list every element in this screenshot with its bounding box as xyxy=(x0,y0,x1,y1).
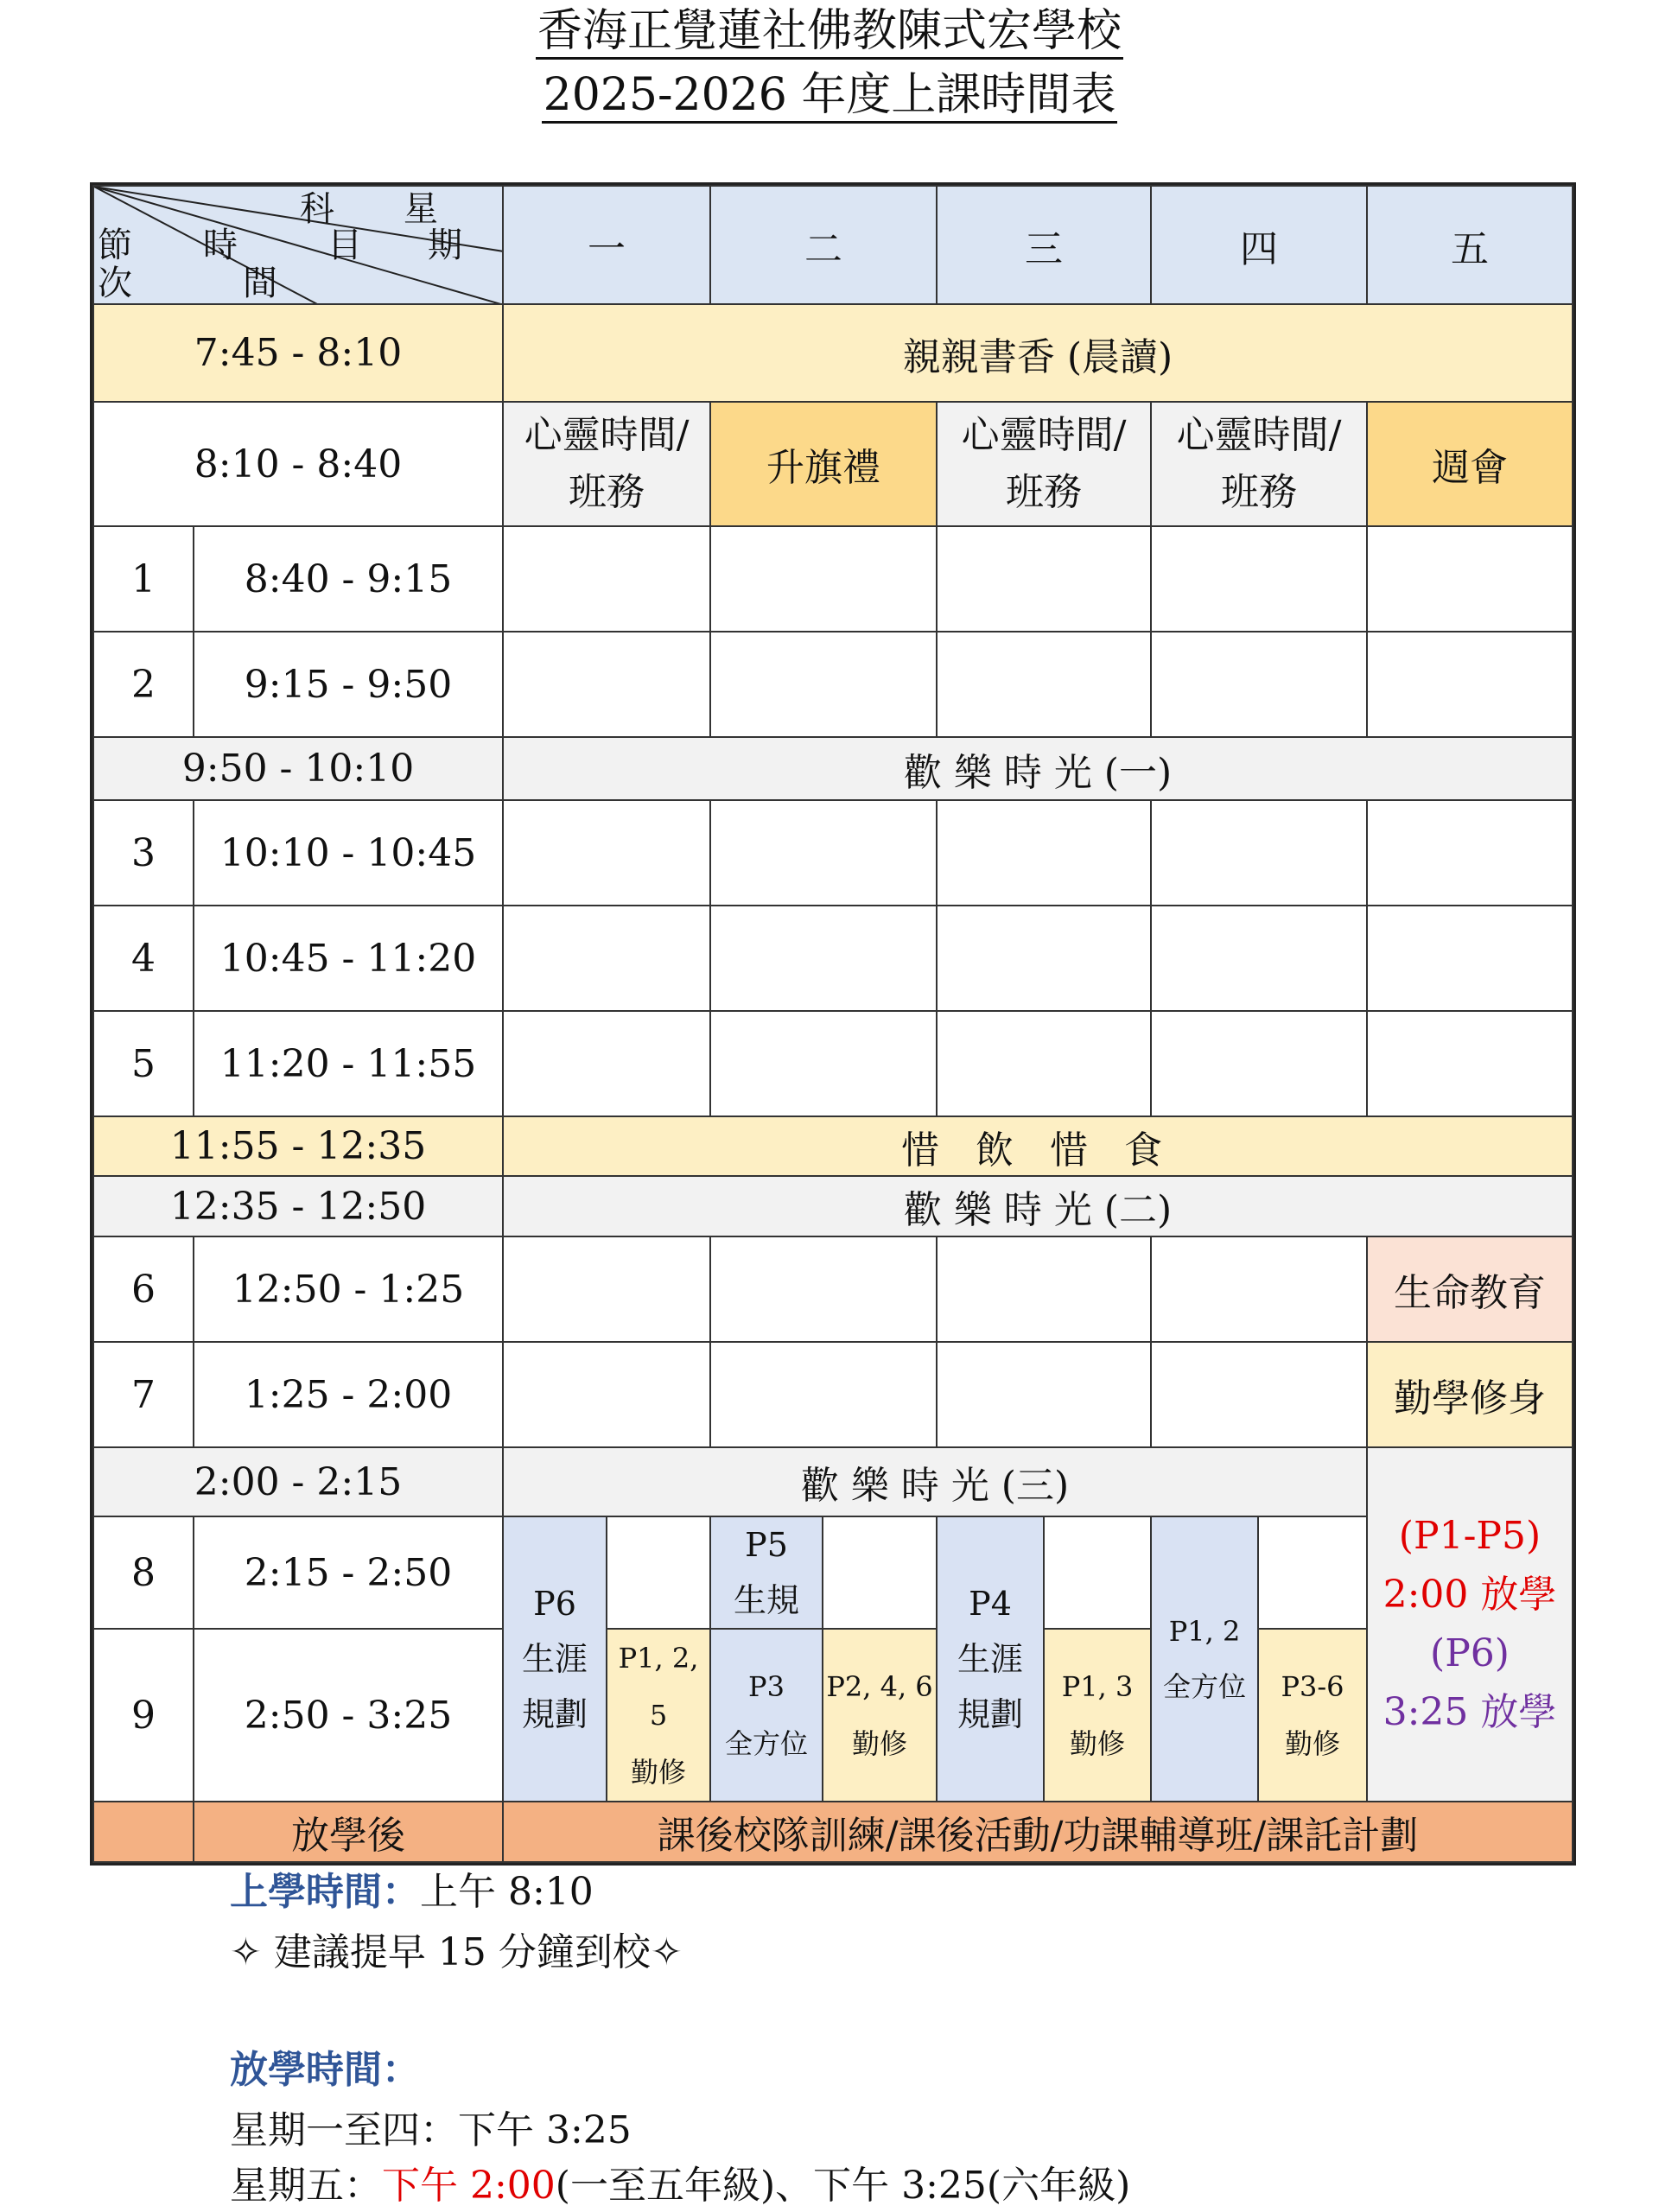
tue-flag-raising: 升旗禮 xyxy=(710,402,937,526)
period-number: 3 xyxy=(93,800,194,906)
lesson-cell xyxy=(1367,632,1573,737)
lesson-cell xyxy=(1151,526,1367,632)
lesson-cell xyxy=(1367,800,1573,906)
timetable xyxy=(92,185,1573,1863)
time-cell: 10:10 - 10:45 xyxy=(194,800,503,906)
wed-study: P1, 3 勤修 xyxy=(1044,1629,1151,1802)
row-period-5 xyxy=(93,1011,1573,1116)
school-name: 香海正覺蓮社佛教陳式宏學校 xyxy=(0,3,1659,59)
corner-ci: 次 xyxy=(98,264,132,303)
time-cell: 12:35 - 12:50 xyxy=(93,1176,503,1236)
fri-p6-time: 3:25 放學 xyxy=(1382,1690,1557,1734)
time-cell: 10:45 - 11:20 xyxy=(194,906,503,1011)
lesson-cell xyxy=(1151,1342,1367,1447)
period-number: 5 xyxy=(93,1011,194,1116)
corner-shi: 時 xyxy=(203,226,238,265)
lesson-cell xyxy=(937,800,1151,906)
corner-qi: 期 xyxy=(428,226,462,265)
lesson-cell xyxy=(503,906,710,1011)
corner-jie: 節 xyxy=(98,226,132,265)
arrival-label: 上學時間： xyxy=(230,1870,420,1914)
corner-cell xyxy=(93,186,503,304)
day-thu: 四 xyxy=(1151,186,1367,304)
activity-cell: 惜 飲 惜 食 xyxy=(503,1116,1573,1176)
fri-label: 星期五： xyxy=(230,2164,382,2208)
lesson-cell xyxy=(1151,1236,1367,1342)
wed-blank xyxy=(1044,1516,1151,1629)
period-number: 4 xyxy=(93,906,194,1011)
mon-homeroom: 心靈時間/ 班務 xyxy=(503,402,710,526)
fri-diligence: 勤學修身 xyxy=(1367,1342,1573,1447)
row-period-7 xyxy=(93,1342,1573,1447)
day-wed: 三 xyxy=(937,186,1151,304)
corner-xing: 星 xyxy=(404,189,438,229)
thu-all-round: P1, 2 全方位 xyxy=(1151,1516,1258,1802)
lesson-cell xyxy=(503,1342,710,1447)
row-break-3 xyxy=(93,1447,1573,1516)
fri-p6-label: (P6) xyxy=(1430,1631,1510,1675)
after-blank xyxy=(93,1802,194,1862)
day-tue: 二 xyxy=(710,186,937,304)
lesson-cell xyxy=(503,1011,710,1116)
lesson-cell xyxy=(937,526,1151,632)
time-cell: 8:10 - 8:40 xyxy=(93,402,503,526)
wed-homeroom: 心靈時間/ 班務 xyxy=(937,402,1151,526)
lesson-cell xyxy=(503,526,710,632)
thu-homeroom: 心靈時間/ 班務 xyxy=(1151,402,1367,526)
mon-career-planning: P6 生涯 規劃 xyxy=(503,1516,607,1802)
after-label: 放學後 xyxy=(194,1802,503,1862)
lesson-cell xyxy=(1151,632,1367,737)
corner-mu: 目 xyxy=(327,226,362,265)
mon-study: P1, 2, 5 勤修 xyxy=(607,1629,710,1802)
tue-study: P2, 4, 6 勤修 xyxy=(823,1629,937,1802)
corner-jian: 間 xyxy=(243,264,277,303)
lesson-cell xyxy=(937,1236,1151,1342)
day-fri: 五 xyxy=(1367,186,1573,304)
row-period-1 xyxy=(93,526,1573,632)
fri-time: 下午 2:00 xyxy=(382,2164,556,2208)
after-activities: 課後校隊訓練/課後活動/功課輔導班/課託計劃 xyxy=(503,1802,1573,1862)
time-cell: 2:15 - 2:50 xyxy=(194,1516,503,1629)
time-cell: 9:15 - 9:50 xyxy=(194,632,503,737)
lesson-cell xyxy=(1151,800,1367,906)
lesson-cell xyxy=(937,906,1151,1011)
lesson-cell xyxy=(1367,526,1573,632)
period-number: 1 xyxy=(93,526,194,632)
row-period-9 xyxy=(93,1629,1573,1802)
lesson-cell xyxy=(710,800,937,906)
dismissal-mon-thu: 星期一至四：下午 3:25 xyxy=(230,2108,632,2152)
time-cell: 2:50 - 3:25 xyxy=(194,1629,503,1802)
row-morning-reading xyxy=(93,304,1573,402)
arrival-time: 上午 8:10 xyxy=(420,1870,594,1914)
period-number: 2 xyxy=(93,632,194,737)
wed-career-planning: P4 生涯 規劃 xyxy=(937,1516,1044,1802)
row-break-1 xyxy=(93,737,1573,800)
tue-all-round: P3 全方位 xyxy=(710,1629,823,1802)
dismissal-fri xyxy=(230,2160,1130,2212)
period-number: 7 xyxy=(93,1342,194,1447)
day-mon: 一 xyxy=(503,186,710,304)
time-cell: 8:40 - 9:15 xyxy=(194,526,503,632)
fri-p1-p5-label: (P1-P5) xyxy=(1398,1514,1541,1558)
lesson-cell xyxy=(710,906,937,1011)
row-after-school xyxy=(93,1802,1573,1862)
row-period-4 xyxy=(93,906,1573,1011)
tue-career: P5 生規 xyxy=(710,1516,823,1629)
corner-ke: 科 xyxy=(300,189,334,229)
lesson-cell xyxy=(1151,906,1367,1011)
lesson-cell xyxy=(1367,1011,1573,1116)
lesson-cell xyxy=(710,1236,937,1342)
time-cell: 7:45 - 8:10 xyxy=(93,304,503,402)
fri-rest: (一至五年級)、下午 3:25(六年級) xyxy=(555,2164,1131,2208)
period-number: 8 xyxy=(93,1516,194,1629)
lesson-cell xyxy=(937,1011,1151,1116)
timetable-title: 2025-2026 年度上課時間表 xyxy=(0,67,1659,123)
activity-cell: 歡 樂 時 光 (一) xyxy=(503,737,1573,800)
fri-dismissal-note xyxy=(1367,1447,1573,1802)
period-number: 6 xyxy=(93,1236,194,1342)
lesson-cell xyxy=(937,632,1151,737)
thu-study: P3-6 勤修 xyxy=(1258,1629,1367,1802)
tue-blank xyxy=(823,1516,937,1629)
fri-life-education: 生命教育 xyxy=(1367,1236,1573,1342)
thu-blank xyxy=(1258,1516,1367,1629)
lesson-cell xyxy=(710,1011,937,1116)
lesson-cell xyxy=(1367,906,1573,1011)
row-period-6 xyxy=(93,1236,1573,1342)
time-cell: 2:00 - 2:15 xyxy=(93,1447,503,1516)
lesson-cell xyxy=(710,1342,937,1447)
row-period-8 xyxy=(93,1516,1573,1629)
time-cell: 12:50 - 1:25 xyxy=(194,1236,503,1342)
dismissal-label: 放學時間： xyxy=(230,2048,420,2092)
activity-cell: 歡 樂 時 光 (二) xyxy=(503,1176,1573,1236)
time-cell: 11:20 - 11:55 xyxy=(194,1011,503,1116)
period-number: 9 xyxy=(93,1629,194,1802)
row-period-3 xyxy=(93,800,1573,906)
row-homeroom xyxy=(93,402,1573,526)
lesson-cell xyxy=(503,800,710,906)
lesson-cell xyxy=(710,526,937,632)
mon-blank xyxy=(607,1516,710,1629)
activity-cell: 歡 樂 時 光 (三) xyxy=(503,1447,1367,1516)
lesson-cell xyxy=(937,1342,1151,1447)
time-cell: 9:50 - 10:10 xyxy=(93,737,503,800)
time-cell: 11:55 - 12:35 xyxy=(93,1116,503,1176)
lesson-cell xyxy=(503,1236,710,1342)
header-row xyxy=(93,186,1573,304)
row-break-2 xyxy=(93,1176,1573,1236)
fri-p1-p5-time: 2:00 放學 xyxy=(1382,1573,1557,1617)
activity-cell: 親親書香 (晨讀) xyxy=(503,304,1573,402)
row-lunch xyxy=(93,1116,1573,1176)
arrival-note xyxy=(230,1866,594,1918)
arrival-advice: ✧ 建議提早 15 分鐘到校✧ xyxy=(230,1930,683,1974)
lesson-cell xyxy=(503,632,710,737)
row-period-2 xyxy=(93,632,1573,737)
lesson-cell xyxy=(1151,1011,1367,1116)
fri-assembly: 週會 xyxy=(1367,402,1573,526)
time-cell: 1:25 - 2:00 xyxy=(194,1342,503,1447)
lesson-cell xyxy=(710,632,937,737)
